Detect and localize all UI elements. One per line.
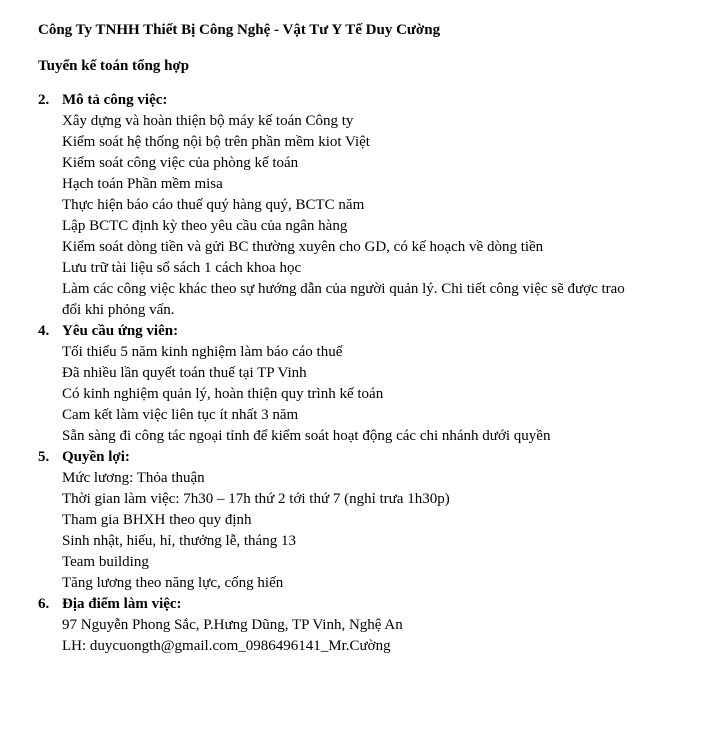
list-item: Hạch toán Phần mềm misa <box>62 176 223 192</box>
section-items <box>38 468 678 594</box>
list-item: Làm các công việc khác theo sự hướng dẫn của người quản lý. Chi tiết công việc sẽ được trao đổi khi phỏng vấn. <box>62 281 625 318</box>
section-heading <box>38 321 678 342</box>
list-item: Cam kết làm việc liên tục ít nhất 3 năm <box>62 407 299 423</box>
section-heading <box>38 90 678 111</box>
list-item: Tối thiểu 5 năm kinh nghiệm làm báo cáo thuế <box>62 344 343 360</box>
section-work-location <box>38 594 678 657</box>
list-item: Thời gian làm việc: 7h30 – 17h thứ 2 tới thứ 7 (nghỉ trưa 1h30p) <box>62 491 450 507</box>
section-benefits <box>38 447 678 594</box>
sections-list <box>38 90 678 657</box>
section-title: Mô tả công việc: <box>62 92 168 108</box>
section-number: 5. <box>38 449 50 465</box>
list-item: Có kinh nghiệm quản lý, hoàn thiện quy trình kế toán <box>62 386 384 402</box>
list-item: Đã nhiều lần quyết toán thuế tại TP Vinh <box>62 365 307 381</box>
list-item: 97 Nguyễn Phong Sắc, P.Hưng Dũng, TP Vinh, Nghệ An <box>62 617 403 633</box>
list-item: Kiểm soát dòng tiền và gửi BC thường xuyên cho GD, có kế hoạch về dòng tiền <box>62 239 544 255</box>
section-items <box>38 615 678 657</box>
list-item: Kiểm soát công việc của phòng kế toán <box>62 155 299 171</box>
job-title: Tuyển kế toán tổng hợp <box>38 58 190 74</box>
section-number: 4. <box>38 323 50 339</box>
section-job-description <box>38 90 678 321</box>
section-candidate-requirements <box>38 321 678 447</box>
section-items <box>38 111 678 321</box>
section-items <box>38 342 678 447</box>
section-title: Địa điểm làm việc: <box>62 596 182 612</box>
list-item: Team building <box>62 554 149 570</box>
section-heading <box>38 594 678 615</box>
list-item: Sinh nhật, hiếu, hỉ, thưởng lễ, tháng 13 <box>62 533 296 549</box>
contact-info: LH: duycuongth@gmail.com_0986496141_Mr.Cường <box>62 638 391 654</box>
section-heading <box>38 447 678 468</box>
list-item: Mức lương: Thỏa thuận <box>62 470 205 486</box>
section-number: 2. <box>38 92 50 108</box>
list-item: Tham gia BHXH theo quy định <box>62 512 252 528</box>
list-item: Sẵn sàng đi công tác ngoại tỉnh để kiểm soát hoạt động các chi nhánh dưới quyền <box>62 428 551 444</box>
list-item: Lưu trữ tài liệu sổ sách 1 cách khoa học <box>62 260 302 276</box>
list-item: Xây dựng và hoàn thiện bộ máy kế toán Công ty <box>62 113 354 129</box>
list-item: Lập BCTC định kỳ theo yêu cầu của ngân hàng <box>62 218 348 234</box>
section-title: Yêu cầu ứng viên: <box>62 323 179 339</box>
section-number: 6. <box>38 596 50 612</box>
list-item: Kiểm soát hệ thống nội bộ trên phần mềm kiot Việt <box>62 134 370 150</box>
list-item: Thực hiện báo cáo thuế quý hàng quý, BCTC năm <box>62 197 365 213</box>
company-name: Công Ty TNHH Thiết Bị Công Nghệ - Vật Tư Y Tế Duy Cường <box>38 22 441 38</box>
list-item: Tăng lương theo năng lực, cống hiến <box>62 575 284 591</box>
section-title: Quyền lợi: <box>62 449 130 465</box>
